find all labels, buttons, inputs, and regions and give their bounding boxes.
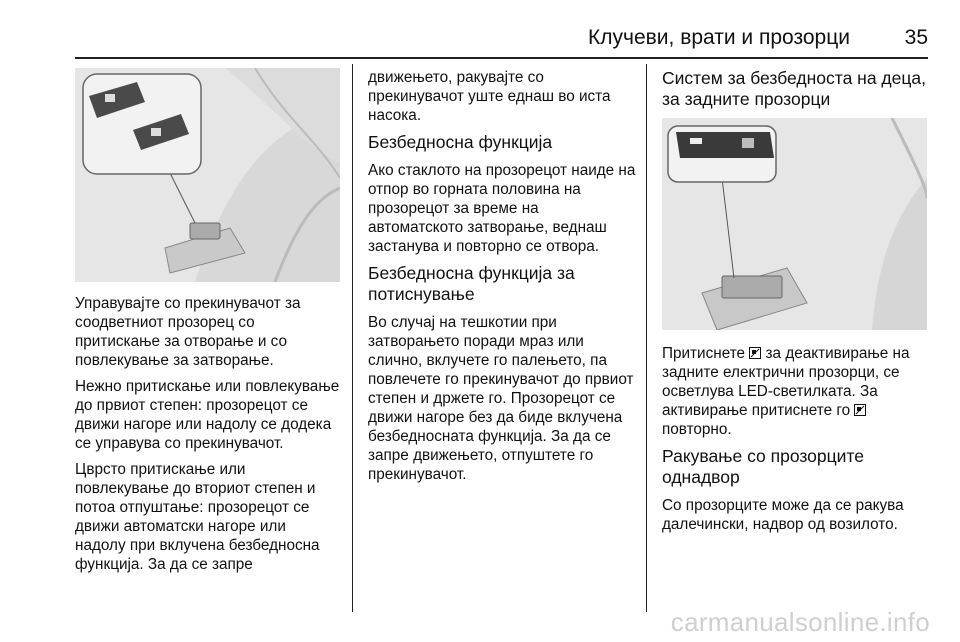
column-divider-2 [646,64,647,612]
paragraph-continued: движењето, ракувајте со прекинувачот уште еднаш во иста насока. [368,69,611,124]
paragraph: Нежно притискање или повлекување до првиот степен: прозорецот се движи нагоре или надолу се додека се управува со прекинувачот. [75,378,340,452]
column-2 [368,64,638,491]
watermark: carmanualsonline.info [670,607,930,637]
section-heading-safety: Безбедносна функција [368,132,553,152]
child-lock-icon [854,404,866,416]
paragraph [662,344,932,439]
column-divider-1 [352,64,353,612]
paragraph: Со прозорците може да се ракува далечински, надвор од возилото. [662,497,904,533]
paragraph: Управувајте со прекинувачот за соодветниот прозорец со притискање за отворање и со повлекување за затворање. [75,295,301,369]
text-run: за деактивирање на задните електрични прозорци, се осветлува LED-светилката. За активирање притиснете го [662,345,910,419]
paragraph: Ако стаклото на прозорецот наиде на отпор во горната половина на прозорецот за време на автоматското затворање, веднаш застанува и повторно се отвора. [368,162,636,255]
column-1 [75,64,340,581]
page-header [0,0,960,64]
child-lock-icon [749,347,761,359]
page-number: 35 [904,26,928,49]
paragraph: Цврсто притискање или повлекување до вториот степен и потоа отпуштање: прозорецот се движи автоматски нагоре или надолу при вклучена безбедносна функција. За да се запре [75,461,320,573]
column-3 [662,64,932,541]
section-heading-override: Безбедносна функција за потиснување [368,263,575,304]
door-switch-drawing [75,68,340,282]
section-heading-child-lock: Систем за безбедноста на деца, за задните прозорци [662,68,926,109]
text-run: повторно. [662,421,732,438]
child-lock-switch-illustration [662,118,927,330]
child-lock-drawing [662,118,927,330]
header-divider [75,57,928,59]
section-heading-remote: Ракување со прозорците однадвор [662,446,865,487]
paragraph: Во случај на тешкотии при затворањето поради мраз или слично, вклучете го палењето, па повлечете го прекинувачот до првиот степен и држете го. Прозорецот се движи нагоре без да биде вклучена безбедносната функција. За да се запре движењето, отпуштете го прекинувачот. [368,314,634,483]
page-header-title: Клучеви, врати и прозорци [588,26,850,49]
door-window-switch-illustration [75,68,340,282]
text-run: Притиснете [662,345,750,362]
